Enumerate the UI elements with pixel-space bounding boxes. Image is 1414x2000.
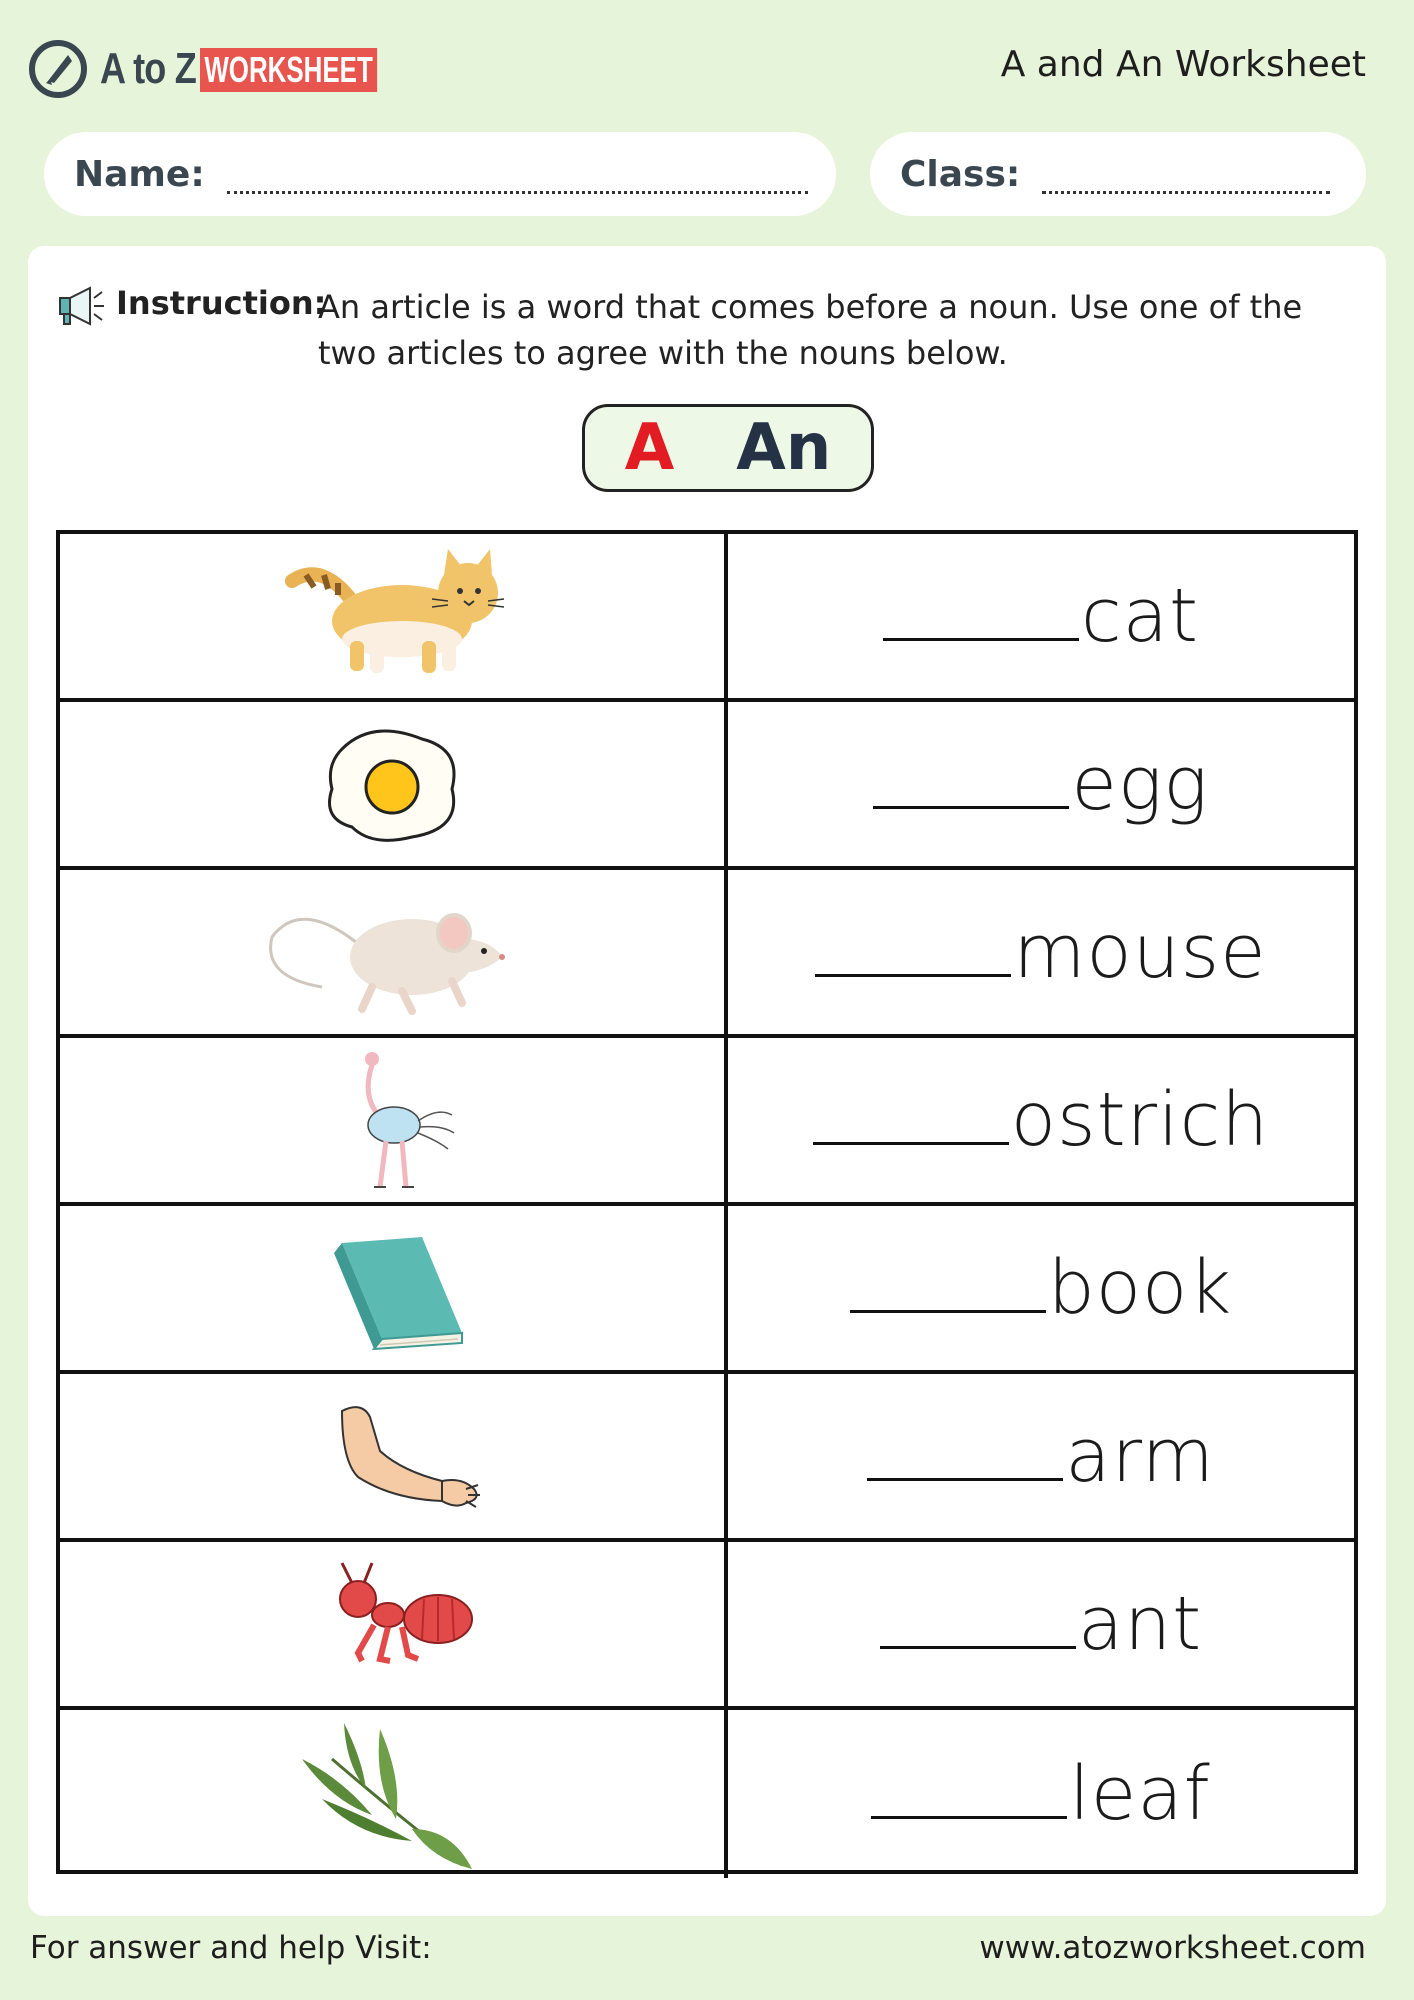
class-label: Class: xyxy=(900,153,1021,195)
answer-blank[interactable] xyxy=(873,741,1069,809)
noun-word: ostrich xyxy=(1010,1077,1270,1163)
noun-word: arm xyxy=(1065,1413,1215,1499)
answer-blank[interactable] xyxy=(850,1245,1046,1313)
noun-table xyxy=(56,530,1358,1874)
table-row xyxy=(60,1206,1354,1374)
answer-cell[interactable] xyxy=(728,534,1354,698)
answer-blank[interactable] xyxy=(815,909,1011,977)
noun-word: book xyxy=(1047,1245,1233,1331)
noun-word: mouse xyxy=(1013,909,1267,995)
answer-blank[interactable] xyxy=(871,1751,1067,1819)
answer-blank[interactable] xyxy=(883,573,1079,641)
image-cell xyxy=(60,1542,728,1706)
table-row xyxy=(60,534,1354,702)
article-an: An xyxy=(736,411,832,485)
image-cell xyxy=(60,1038,728,1202)
image-cell xyxy=(60,702,728,866)
answer-cell[interactable] xyxy=(728,1542,1354,1706)
instruction-label: Instruction: xyxy=(116,284,327,322)
worksheet-card xyxy=(28,246,1386,1916)
mouse-icon xyxy=(202,877,582,1027)
image-cell xyxy=(60,870,728,1034)
image-cell xyxy=(60,1206,728,1370)
arm-icon xyxy=(262,1381,522,1531)
page-title: A and An Worksheet xyxy=(1000,44,1366,85)
answer-cell[interactable] xyxy=(728,702,1354,866)
book-icon xyxy=(262,1213,522,1363)
article-choices xyxy=(582,404,874,492)
table-row xyxy=(60,1374,1354,1542)
table-row xyxy=(60,1710,1354,1878)
answer-blank[interactable] xyxy=(880,1581,1076,1649)
image-cell xyxy=(60,1710,728,1878)
noun-word: ant xyxy=(1077,1581,1203,1667)
ostrich-icon xyxy=(262,1045,522,1195)
leaf-icon xyxy=(262,1719,522,1869)
noun-word: cat xyxy=(1080,573,1200,659)
logo-text: A to Z xyxy=(100,44,196,93)
name-line[interactable] xyxy=(227,170,808,194)
table-row xyxy=(60,1038,1354,1206)
cat-icon xyxy=(262,541,522,691)
answer-cell[interactable] xyxy=(728,870,1354,1034)
egg-icon xyxy=(262,709,522,859)
image-cell xyxy=(60,1374,728,1538)
noun-word: leaf xyxy=(1069,1751,1211,1837)
megaphone-icon xyxy=(56,284,106,328)
name-label: Name: xyxy=(74,153,205,195)
answer-blank[interactable] xyxy=(867,1413,1063,1481)
name-field[interactable] xyxy=(44,132,836,216)
table-row xyxy=(60,870,1354,1038)
logo-badge: WORKSHEET xyxy=(200,48,377,92)
class-field[interactable] xyxy=(870,132,1366,216)
article-a: A xyxy=(624,411,675,485)
answer-cell[interactable] xyxy=(728,1038,1354,1202)
answer-cell[interactable] xyxy=(728,1374,1354,1538)
header xyxy=(0,0,1414,120)
answer-blank[interactable] xyxy=(813,1077,1009,1145)
noun-word: egg xyxy=(1071,741,1209,827)
logo-icon xyxy=(28,39,88,99)
image-cell xyxy=(60,534,728,698)
footer-help-text: For answer and help Visit: xyxy=(30,1930,432,1966)
table-row xyxy=(60,1542,1354,1710)
logo xyxy=(28,38,373,100)
footer-url[interactable]: www.atozworksheet.com xyxy=(979,1930,1366,1966)
answer-cell[interactable] xyxy=(728,1206,1354,1370)
table-row xyxy=(60,702,1354,870)
instruction-text: An article is a word that comes before a noun. Use one of the two articles to agree with the nouns below. xyxy=(318,288,1303,372)
answer-cell[interactable] xyxy=(728,1710,1354,1878)
ant-icon xyxy=(262,1549,522,1699)
class-line[interactable] xyxy=(1042,170,1330,194)
